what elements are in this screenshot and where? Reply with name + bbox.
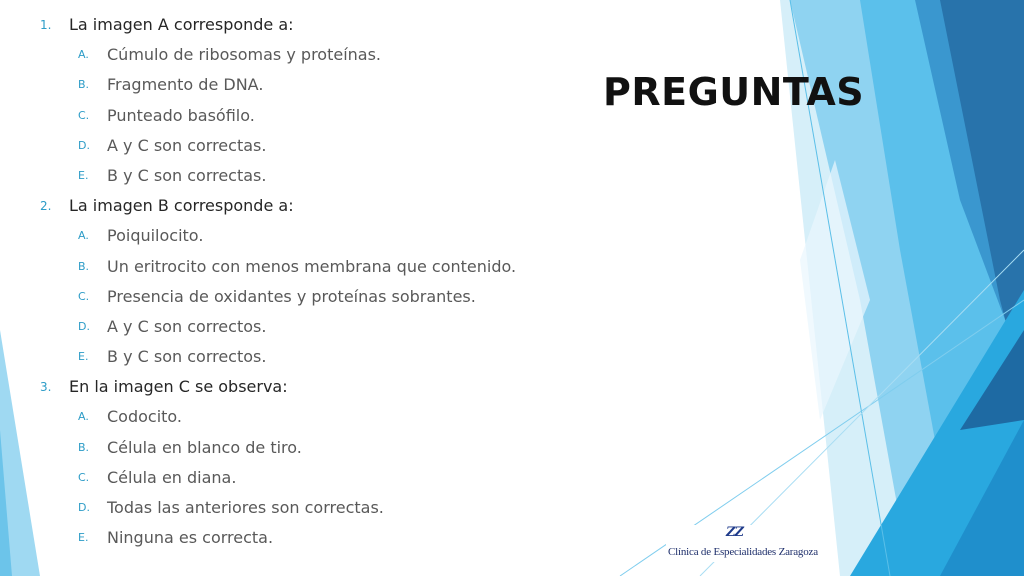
question-text: La imagen A corresponde a:	[69, 15, 294, 34]
option-letter: B.	[78, 78, 90, 92]
option-text: A y C son correctos.	[107, 316, 267, 336]
option-letter: E.	[78, 350, 89, 364]
option-letter: A.	[78, 410, 89, 424]
question-text: En la imagen C se observa:	[69, 377, 288, 397]
option-text: Presencia de oxidantes y proteínas sobrantes.	[107, 286, 476, 306]
option-letter: D.	[78, 319, 90, 333]
option-letter: D.	[78, 501, 90, 514]
option-text: Célula en diana.	[107, 467, 237, 487]
clinic-logo	[666, 525, 816, 562]
option-letter: A.	[78, 229, 89, 243]
question-number: 3.	[40, 380, 52, 395]
option-letter: C.	[78, 108, 90, 122]
option-text: Codocito.	[107, 407, 183, 427]
option-text: Célula en blanco de tiro.	[107, 437, 302, 457]
option-text: Ninguna es correcta.	[107, 528, 274, 548]
option-letter: C.	[78, 289, 90, 303]
option-text: B y C son correctas.	[107, 165, 267, 185]
option-text: Un eritrocito con menos membrana que contenido.	[107, 256, 517, 276]
option-text: Punteado basófilo.	[107, 105, 255, 125]
question-text: La imagen B corresponde a:	[69, 196, 294, 216]
option-text: Poiquilocito.	[107, 226, 204, 246]
option-text: Todas las anteriores son correctas.	[107, 498, 384, 517]
option-letter: B.	[78, 440, 90, 454]
option-letter: C.	[78, 470, 90, 484]
option-text: Cúmulo de ribosomas y proteínas.	[107, 45, 382, 65]
option-text: A y C son correctas.	[107, 135, 267, 155]
option-letter: B.	[78, 259, 90, 273]
logo-text: Clínica de Especialidades Zaragoza	[668, 546, 818, 558]
option-text: B y C son correctos.	[107, 347, 267, 367]
logo-mark: ZZ	[726, 525, 743, 540]
option-text: Fragmento de DNA.	[107, 75, 264, 95]
option-letter: A.	[78, 48, 89, 62]
option-letter: E.	[78, 168, 89, 182]
question-number: 1.	[40, 18, 52, 32]
option-letter: E.	[78, 531, 89, 545]
question-number: 2.	[40, 199, 52, 214]
slide-title: PREGUNTAS	[603, 70, 865, 114]
option-letter: D.	[78, 138, 90, 152]
